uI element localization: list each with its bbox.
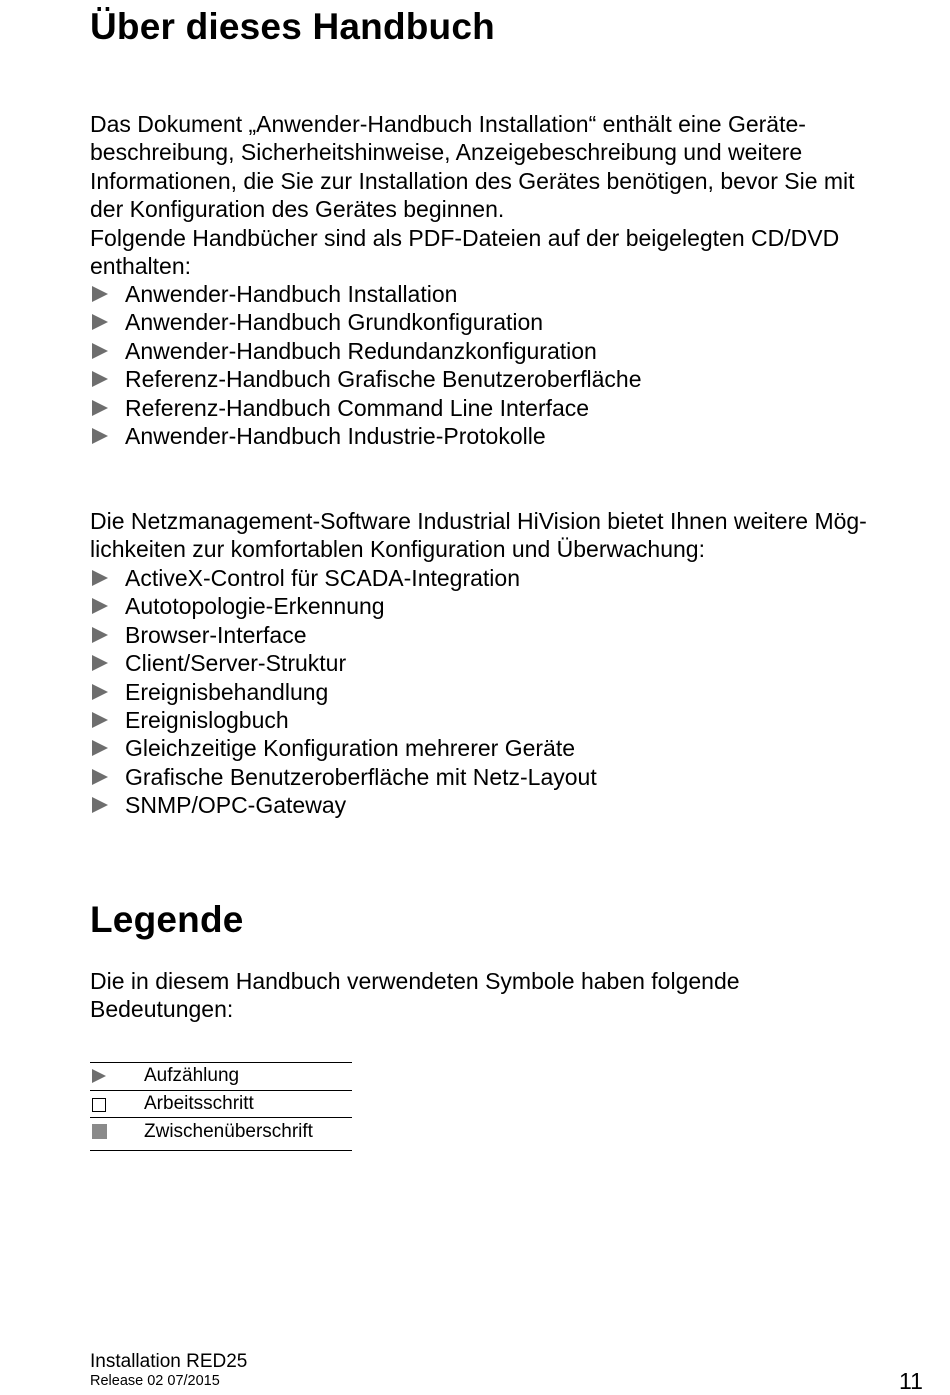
triangle-bullet-icon xyxy=(92,740,108,756)
list-item-label: Ereignisbehandlung xyxy=(125,678,329,705)
paragraph-line: Die Netzmanagement-Software Industrial HiVision bietet Ihnen weitere Mög- xyxy=(90,508,867,534)
list-item-label: Referenz-Handbuch Grafische Benutzeroberfläche xyxy=(125,366,642,393)
list-item xyxy=(90,678,597,706)
list-item-label: Anwender-Handbuch Industrie-Protokolle xyxy=(125,423,546,450)
empty-square-icon xyxy=(92,1098,106,1112)
paragraph-line: Das Dokument „Anwender-Handbuch Installation“ enthält eine Geräte- xyxy=(90,111,806,137)
page-number: 11 xyxy=(899,1368,923,1394)
triangle-bullet-icon xyxy=(92,655,108,671)
list-item-label: Grafische Benutzeroberfläche mit Netz-Layout xyxy=(125,763,597,790)
list-item xyxy=(90,337,642,365)
list-item xyxy=(90,308,642,336)
paragraph-line: Bedeutungen: xyxy=(90,996,234,1023)
list-item xyxy=(90,564,597,592)
triangle-bullet-icon xyxy=(92,1069,106,1083)
triangle-bullet-icon xyxy=(92,712,108,728)
list-item-label: Anwender-Handbuch Grundkonfiguration xyxy=(125,309,544,336)
paragraph-line: lichkeiten zur komfortablen Konfiguration und Überwachung: xyxy=(90,536,705,563)
list-item xyxy=(90,649,597,677)
list-item xyxy=(90,706,597,734)
triangle-bullet-icon xyxy=(92,428,108,444)
legend-paragraph xyxy=(90,967,935,1024)
footer-release: Release 02 07/2015 xyxy=(90,1373,220,1389)
footer-title: Installation RED25 xyxy=(90,1351,248,1372)
list-item xyxy=(90,280,642,308)
triangle-bullet-icon xyxy=(92,343,108,359)
page-title: Über dieses Handbuch xyxy=(90,6,495,47)
manuals-list xyxy=(90,280,642,450)
triangle-bullet-icon xyxy=(92,314,108,330)
paragraph-line: Informationen, die Sie zur Installation des Gerätes benötigen, bevor Sie mit xyxy=(90,167,855,194)
list-item-label: Anwender-Handbuch Installation xyxy=(125,281,458,307)
hivision-feature-list xyxy=(90,564,597,820)
triangle-bullet-icon xyxy=(92,400,108,416)
list-item xyxy=(90,592,597,620)
list-item xyxy=(90,791,597,819)
legend-label: Aufzählung xyxy=(144,1065,240,1086)
list-item-label: SNMP/OPC-Gateway xyxy=(125,792,347,819)
list-item-label: Client/Server-Struktur xyxy=(125,650,347,677)
table-row xyxy=(90,1118,352,1150)
list-item xyxy=(90,422,642,450)
legend-label: Arbeitsschritt xyxy=(144,1092,254,1114)
table-row xyxy=(90,1063,352,1091)
section-title-legend: Legende xyxy=(90,899,244,940)
triangle-bullet-icon xyxy=(92,684,108,700)
intro-paragraph xyxy=(90,110,935,280)
list-item xyxy=(90,365,642,393)
list-item-label: Autotopologie-Erkennung xyxy=(125,593,385,620)
list-item xyxy=(90,621,597,649)
triangle-bullet-icon xyxy=(92,371,108,387)
triangle-bullet-icon xyxy=(92,570,108,586)
triangle-bullet-icon xyxy=(92,598,108,614)
triangle-bullet-icon xyxy=(92,797,108,813)
triangle-bullet-icon xyxy=(92,286,108,302)
triangle-bullet-icon xyxy=(92,769,108,785)
legend-label: Zwischenüberschrift xyxy=(144,1121,313,1142)
list-item-label: Gleichzeitige Konfiguration mehrerer Geräte xyxy=(125,735,576,762)
list-item-label: ActiveX-Control für SCADA-Integration xyxy=(125,565,520,591)
paragraph-line: der Konfiguration des Gerätes beginnen. xyxy=(90,196,505,223)
list-item xyxy=(90,394,642,422)
paragraph-line: Folgende Handbücher sind als PDF-Dateien auf der beigelegten CD/DVD xyxy=(90,224,840,251)
paragraph-line: beschreibung, Sicherheitshinweise, Anzeigebeschreibung und weitere xyxy=(90,139,803,166)
list-item-label: Ereignislogbuch xyxy=(125,707,289,734)
hivision-paragraph xyxy=(90,507,935,564)
list-item-label: Referenz-Handbuch Command Line Interface xyxy=(125,394,590,421)
legend-table xyxy=(90,1062,352,1151)
paragraph-line: enthalten: xyxy=(90,253,192,280)
table-row xyxy=(90,1091,352,1119)
list-item xyxy=(90,763,597,791)
list-item-label: Browser-Interface xyxy=(125,621,307,648)
list-item-label: Anwender-Handbuch Redundanzkonfiguration xyxy=(125,337,597,364)
paragraph-line: Die in diesem Handbuch verwendeten Symbole haben folgende xyxy=(90,968,740,994)
filled-square-icon xyxy=(92,1124,107,1139)
triangle-bullet-icon xyxy=(92,627,108,643)
list-item xyxy=(90,734,597,762)
